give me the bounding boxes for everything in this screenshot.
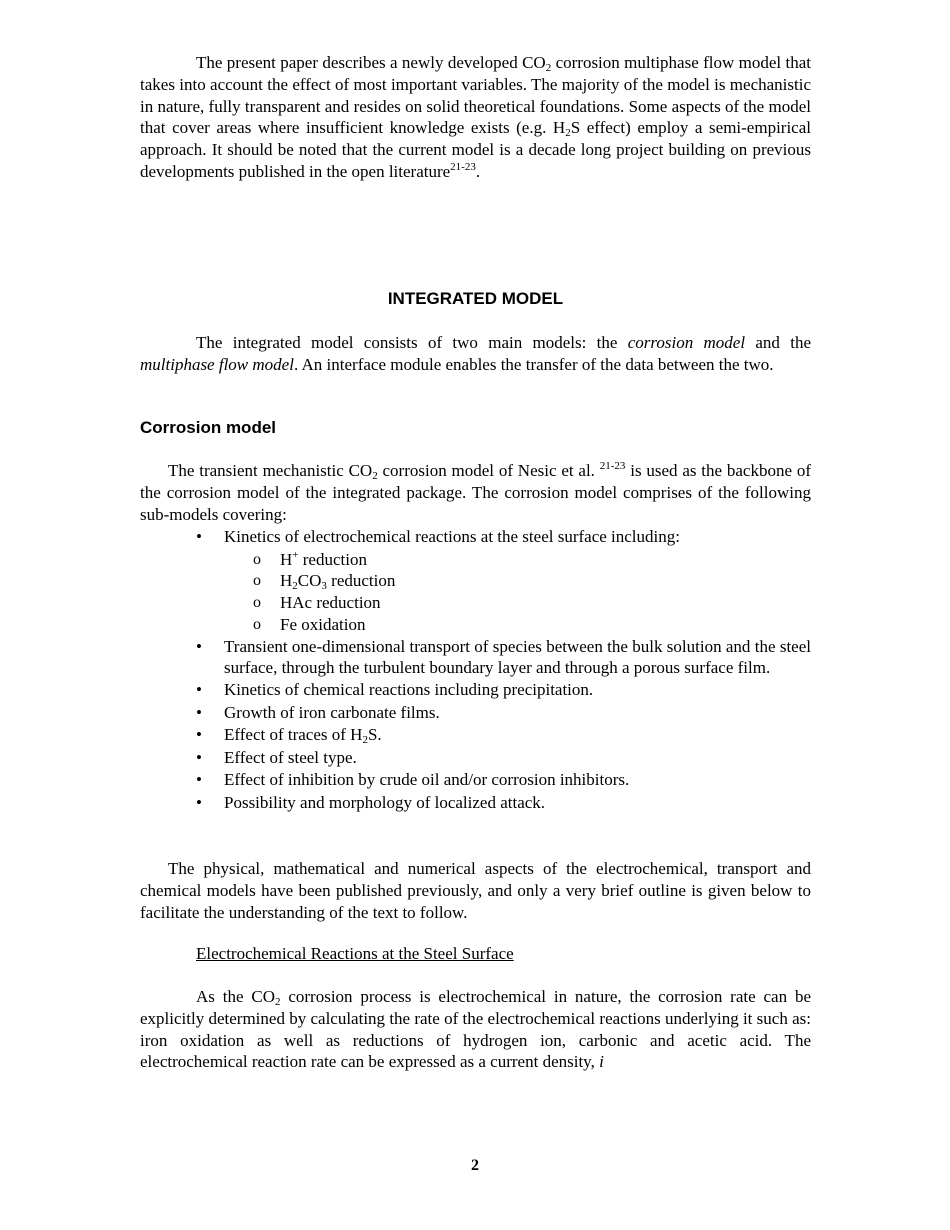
list-item: [140, 747, 811, 770]
superscript: +: [292, 548, 299, 561]
text-run: corrosion multiphase flow model that takes into account the effect of most important variables. The majority of the model is mechanistic in nature, fully transparent and resides on solid theoretical foundations. Some aspects of the model that cover areas where insufficient knowledge exists (e.g. H: [140, 53, 812, 138]
subscript: 2: [545, 62, 552, 74]
subscript: 2: [372, 470, 378, 482]
text-run: reduction: [326, 571, 396, 591]
sub-list-item: [224, 549, 811, 571]
italic-term: multiphase flow model: [140, 354, 294, 374]
list-item-text: Possibility and morphology of localized attack.: [224, 792, 546, 812]
text-run: H: [280, 571, 293, 591]
text-run: HAc reduction: [280, 593, 381, 613]
sub-list-item: [224, 570, 811, 592]
text-run: . An interface module enables the transfer of the data between the two.: [293, 354, 774, 374]
list-item-text: Effect of inhibition by crude oil and/or corrosion inhibitors.: [224, 770, 630, 790]
text-run: The present paper describes a newly developed CO: [196, 53, 546, 72]
bullet-icon: •: [196, 636, 202, 656]
text-run: The integrated model consists of two main models: the: [196, 333, 628, 352]
electrochem-paragraph: [140, 986, 811, 1073]
text-run: reduction: [298, 549, 367, 569]
text-run: is used as the backbone of the corrosion model of the integrated package. The corrosion model comprises of the following sub-models covering:: [140, 461, 811, 524]
subsection-heading-corrosion-model: Corrosion model: [140, 418, 277, 437]
subscript: 2: [362, 734, 368, 747]
superscript: 21-23: [599, 460, 626, 472]
subsection-heading-electrochemical-reactions: [196, 943, 514, 965]
text-run: corrosion process is electrochemical in nature, the corrosion rate can be explicitly determined by calculating the rate of the electrochemical reactions underlying it such as: iron oxidation as well as reductions of hydrogen ion, carbonic and acetic acid. The electrochemical reaction rate can be expressed as a current density,: [140, 987, 811, 1072]
list-item: [140, 769, 811, 792]
physical-paragraph: The physical, mathematical and numerical aspects of the electrochemical, transport and chemical models have been published previously, and only a very brief outline is given below to facilitate the understanding of the text to follow.: [140, 859, 811, 922]
list-item-text: Transient one-dimensional transport of species between the bulk solution and the steel surface, through the turbulent boundary layer and through a porous surface film.: [224, 636, 811, 678]
bullet-icon: •: [196, 527, 202, 546]
bullet-icon: •: [196, 680, 202, 700]
subscript: 2: [274, 996, 281, 1008]
intro-paragraph: [140, 52, 811, 183]
bullet-icon: •: [196, 702, 202, 722]
circle-bullet-icon: o: [253, 615, 261, 633]
list-item-text: Kinetics of chemical reactions including precipitation.: [224, 680, 594, 700]
text-run: and the: [745, 333, 812, 352]
list-item: [140, 724, 811, 747]
underlined-heading-text: Electrochemical Reactions at the Steel Surface: [196, 944, 514, 963]
text-run: .: [475, 161, 481, 181]
submodel-list: [140, 526, 811, 814]
subscript: 2: [292, 580, 298, 593]
sub-list-item: [224, 592, 811, 614]
bullet-icon: •: [196, 770, 202, 790]
subscript: 3: [321, 580, 327, 593]
integrated-paragraph: [140, 332, 811, 376]
italic-term: i: [599, 1052, 604, 1072]
subscript: 2: [565, 127, 571, 140]
page-number: 2: [471, 1157, 479, 1174]
list-item: [140, 679, 811, 702]
superscript: 21-23: [450, 160, 476, 173]
bullet-icon: •: [196, 792, 202, 812]
text-run: Fe oxidation: [280, 614, 366, 634]
list-item: [140, 526, 811, 636]
circle-bullet-icon: o: [253, 572, 261, 590]
text-run: As the CO: [196, 987, 275, 1006]
text-run: CO: [297, 571, 322, 591]
text-run: Effect of traces of H: [224, 725, 363, 745]
italic-term: corrosion model: [627, 333, 746, 352]
list-item-text: Growth of iron carbonate films.: [224, 702, 440, 722]
section-heading-integrated-model: INTEGRATED MODEL: [387, 289, 564, 308]
list-item: [140, 792, 811, 815]
text-run: H: [280, 549, 293, 569]
sub-list-item: [224, 614, 811, 636]
sub-list: [224, 549, 811, 636]
list-item: [140, 702, 811, 725]
bullet-icon: •: [196, 725, 202, 745]
circle-bullet-icon: o: [253, 594, 261, 612]
text-run: The transient mechanistic CO: [168, 461, 373, 480]
text-run: S.: [367, 725, 382, 745]
corrosion-paragraph: [140, 460, 811, 525]
bullet-icon: •: [196, 747, 202, 767]
list-item-text: Kinetics of electrochemical reactions at the steel surface including:: [224, 527, 680, 546]
text-run: S effect) employ a semi-empirical approach. It should be noted that the current model is a decade long project building on previous developments published in the open literature: [140, 118, 811, 181]
list-item-text: Effect of steel type.: [224, 747, 357, 767]
circle-bullet-icon: o: [253, 550, 261, 568]
list-item: [140, 636, 811, 680]
text-run: corrosion model of Nesic et al.: [377, 461, 600, 480]
